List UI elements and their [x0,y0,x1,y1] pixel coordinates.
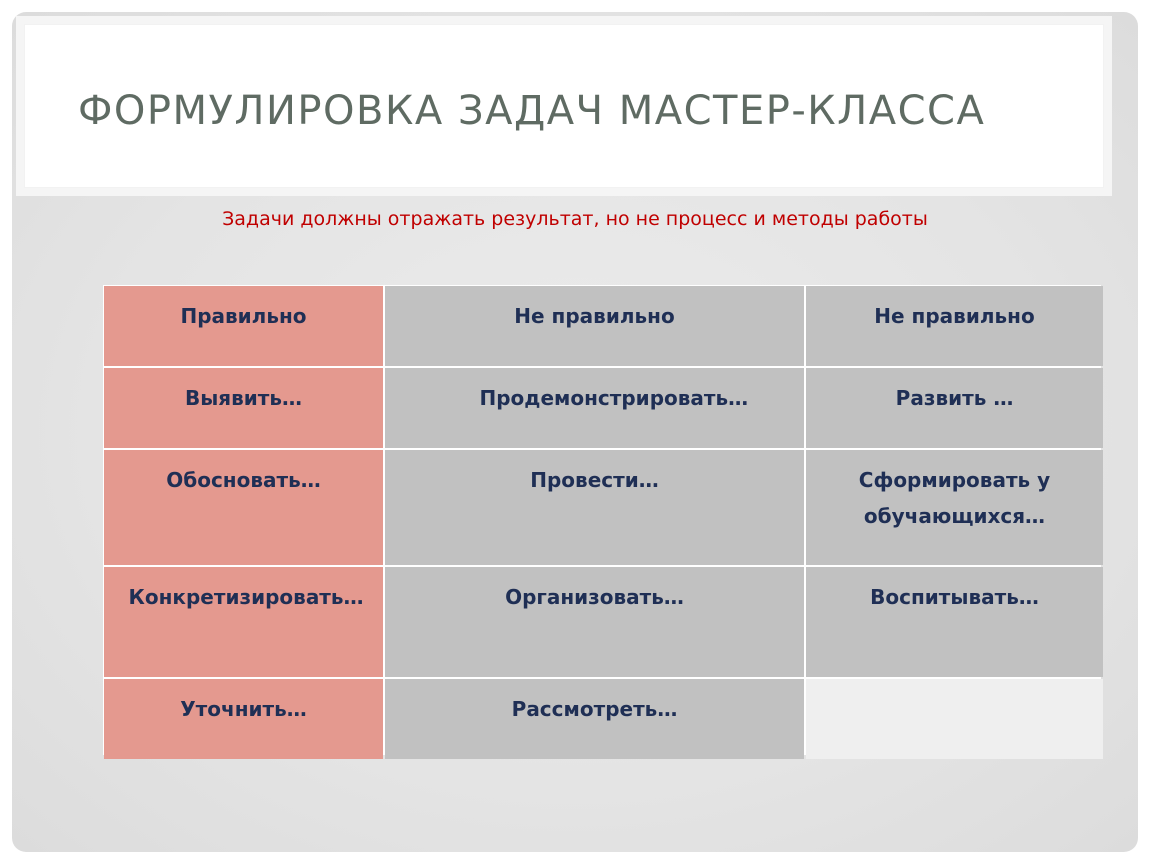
cell-text: Провести… [530,468,659,492]
tasks-table [103,285,1101,755]
cell-text: Сформировать у обучающихся… [858,468,1051,528]
slide-subtitle: Задачи должны отражать результат, но не процесс и методы работы [222,208,928,230]
header-correct-label: Правильно [180,304,307,328]
table-cell [806,450,1103,565]
cell-text: Продемонстрировать… [479,386,749,410]
slide-title: ФОРМУЛИРОВКА ЗАДАЧ МАСТЕР-КЛАССА [78,88,986,134]
table-cell [385,567,804,677]
cell-text: Выявить… [184,386,303,410]
empty-cell [806,679,1103,759]
cell-text: Рассмотреть… [511,697,678,721]
cell-text: Воспитывать… [870,585,1039,609]
header-incorrect-1 [385,286,804,366]
table-cell [104,450,383,565]
cell-text: Уточнить… [180,697,307,721]
header-incorrect-2 [806,286,1103,366]
table-cell [104,368,383,448]
header-incorrect-2-label: Не правильно [874,304,1035,328]
cell-text: Развить … [895,386,1014,410]
header-incorrect-1-label: Не правильно [514,304,675,328]
table-cell [806,567,1103,677]
table-cell [385,679,804,759]
cell-text: Обосновать… [166,468,321,492]
cell-text: Конкретизировать… [128,585,364,609]
table-cell [104,567,383,677]
table-cell [104,679,383,759]
header-correct [104,286,383,366]
cell-text: Организовать… [505,585,684,609]
table-cell [385,368,804,448]
table-cell [385,450,804,565]
table-cell [806,368,1103,448]
